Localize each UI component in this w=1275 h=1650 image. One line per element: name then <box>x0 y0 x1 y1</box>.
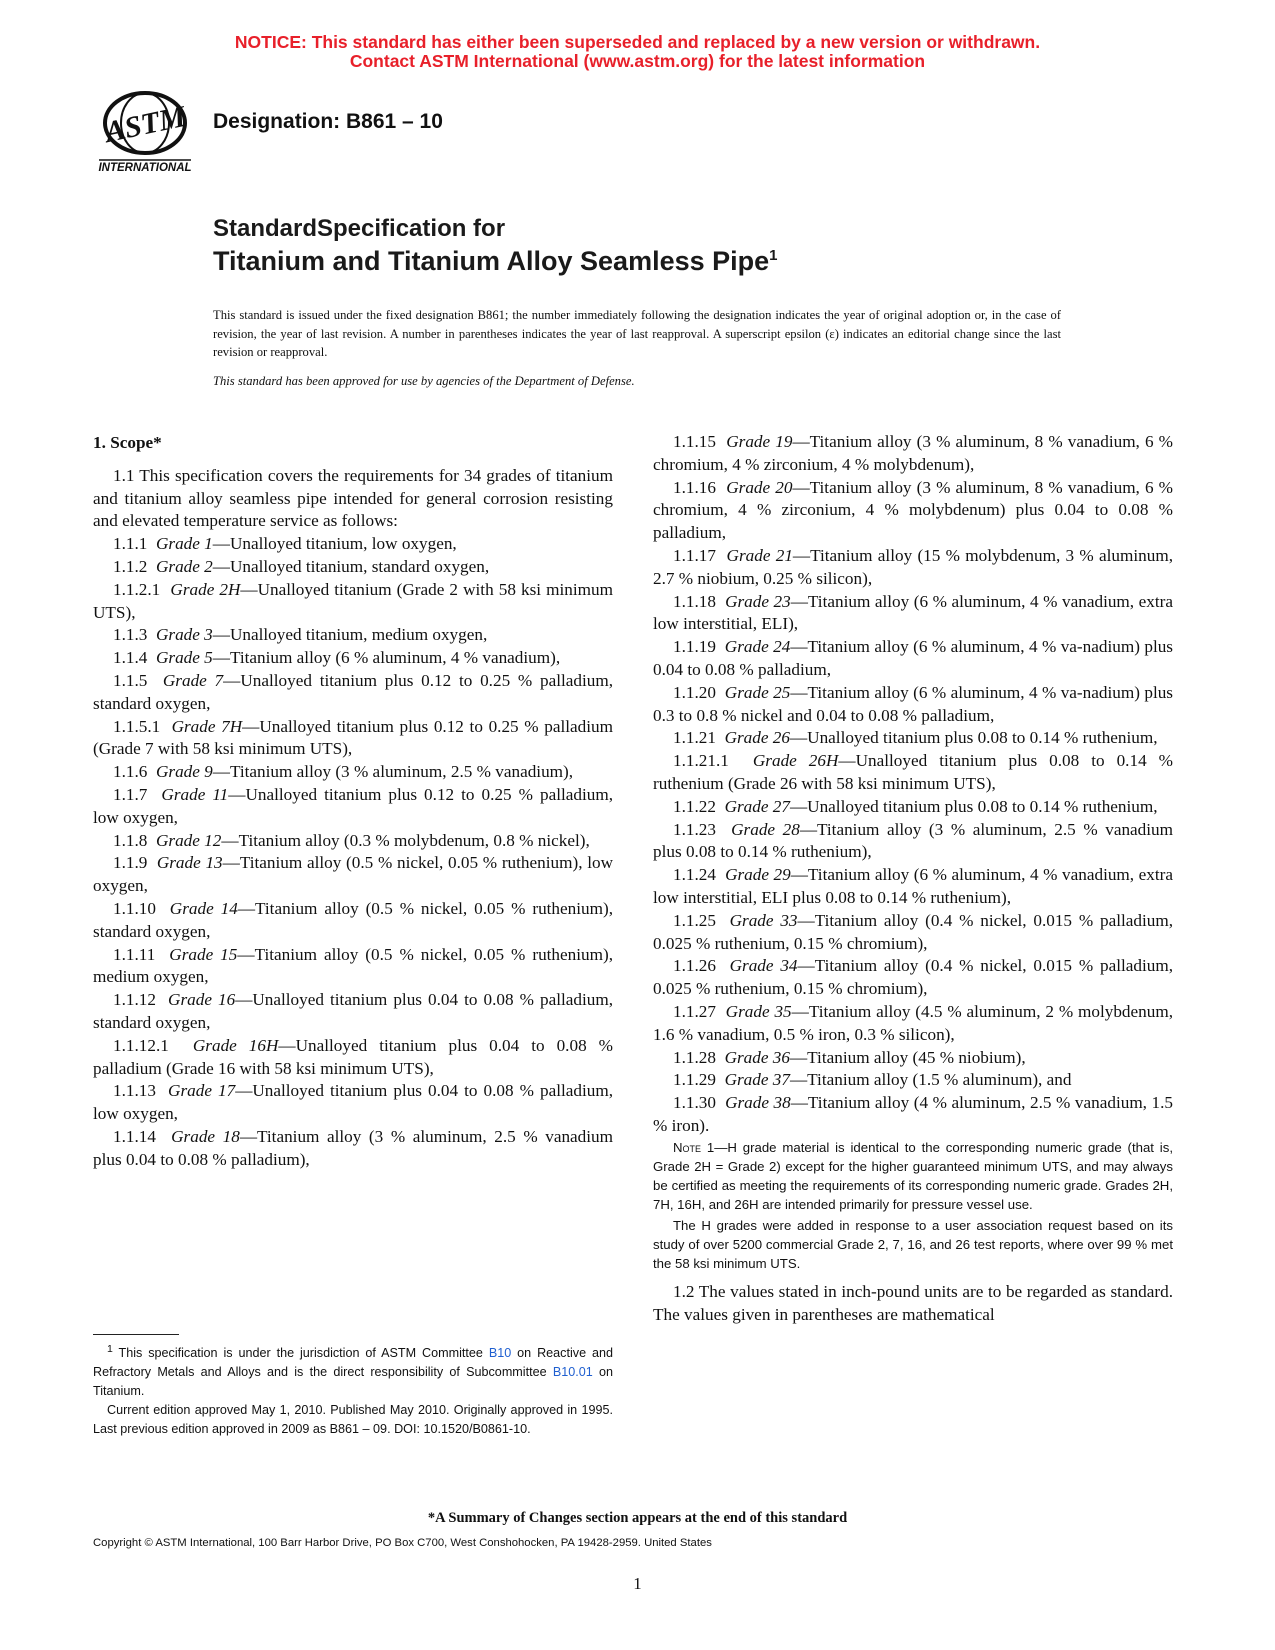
grade-item <box>653 1069 1173 1092</box>
footnote-text-a: This specification is under the jurisdiction of ASTM Committee <box>112 1346 489 1361</box>
grade-number: 1.1.29 <box>673 1070 716 1090</box>
footnote-text-b: on Reactive and Refractory Metals and Alloys and is the direct responsibility of Subcommittee <box>93 1346 614 1380</box>
grade-description: —Titanium alloy (6 % aluminum, 4 % vanadium, extra low interstitial, ELI), <box>653 591 1173 634</box>
grade-description: —Titanium alloy (3 % aluminum, 8 % vanadium, 6 % chromium, 4 % zirconium, 4 % molybdenum) plus 0.04 to 0.08 % palladium, <box>653 477 1174 543</box>
grade-description: —Titanium alloy (0.4 % nickel, 0.015 % palladium, 0.025 % ruthenium, 0.15 % chromium), <box>653 910 1173 953</box>
grade-name: Grade 16 <box>168 990 236 1010</box>
grade-name: Grade 28 <box>731 819 800 839</box>
grade-number: 1.1.2.1 <box>113 579 161 599</box>
grade-name: Grade 14 <box>169 898 238 918</box>
grade-name: Grade 38 <box>725 1093 791 1113</box>
grade-name: Grade 2H <box>170 579 241 599</box>
paragraph-1-1: 1.1 This specification covers the requirements for 34 grades of titanium and titanium alloy seamless pipe intended for general corrosion resisting and elevated temperature service as follows: <box>93 465 613 531</box>
grade-name: Grade 27 <box>724 796 790 816</box>
grade-name: Grade 7 <box>162 670 224 690</box>
grade-description: —Unalloyed titanium, medium oxygen, <box>212 625 488 645</box>
grade-item <box>93 670 613 716</box>
note-1-continued: The H grades were added in response to a user association request based on its study of over 5200 commercial Grade 2, 7, 16, and 26 test reports, where over 99 % met the 58 ksi minimum UTS. <box>653 1217 1173 1271</box>
grade-description: —Titanium alloy (6 % aluminum, 4 % va-nadium) plus 0.3 to 0.8 % nickel and 0.04 to 0.08 % palladium, <box>653 682 1173 725</box>
grade-description: —Titanium alloy (15 % molybdenum, 3 % aluminum, 2.7 % niobium, 0.25 % silicon), <box>653 545 1173 588</box>
grade-number: 1.1.28 <box>673 1047 716 1067</box>
grade-number: 1.1.11 <box>113 944 156 964</box>
grade-number: 1.1.14 <box>113 1126 156 1146</box>
copyright-line: Copyright © ASTM International, 100 Barr Harbor Drive, PO Box C700, West Conshohocken, PA 19428-2959. United States <box>93 1537 712 1549</box>
grade-item <box>653 682 1173 728</box>
grade-description: —Titanium alloy (6 % aluminum, 4 % vanadium), <box>212 648 561 668</box>
grade-name: Grade 25 <box>724 682 791 702</box>
grade-number: 1.1.15 <box>673 432 716 451</box>
grade-number: 1.1.12.1 <box>113 1035 169 1055</box>
grade-number: 1.1.12 <box>113 990 156 1010</box>
grade-item <box>653 477 1173 545</box>
grade-description: —Unalloyed titanium (Grade 2 with 58 ksi minimum UTS), <box>93 579 613 622</box>
document-title <box>213 214 778 278</box>
grade-description: —Titanium alloy (0.5 % nickel, 0.05 % ruthenium), medium oxygen, <box>93 944 614 987</box>
grade-description: —Titanium alloy (3 % aluminum, 2.5 % vanadium plus 0.04 to 0.08 % palladium), <box>93 1126 614 1169</box>
grade-item <box>93 761 613 784</box>
grade-description: —Titanium alloy (0.3 % molybdenum, 0.8 % nickel), <box>221 830 590 850</box>
grade-description: —Unalloyed titanium plus 0.04 to 0.08 % palladium, low oxygen, <box>93 1081 614 1124</box>
grade-description: —Titanium alloy (4 % aluminum, 2.5 % vanadium, 1.5 % iron). <box>653 1093 1174 1135</box>
grade-description: —Unalloyed titanium plus 0.12 to 0.25 % palladium (Grade 7 with 58 ksi minimum UTS), <box>93 716 614 759</box>
grade-number: 1.1.30 <box>673 1093 716 1113</box>
grade-item <box>653 1092 1173 1138</box>
paragraph-1-2: 1.2 The values stated in inch-pound units are to be regarded as standard. The values given in parentheses are mathematical <box>653 1281 1173 1324</box>
grade-name: Grade 35 <box>725 1001 792 1021</box>
grade-list-left <box>93 533 613 1171</box>
grade-item <box>653 955 1173 1001</box>
grade-name: Grade 19 <box>726 432 793 451</box>
grade-number: 1.1.19 <box>673 637 716 657</box>
grade-description: —Unalloyed titanium plus 0.12 to 0.25 % palladium, standard oxygen, <box>93 670 614 713</box>
grade-number: 1.1.4 <box>113 648 148 668</box>
subcommittee-link[interactable]: B10.01 <box>552 1365 593 1380</box>
grade-number: 1.1.1 <box>113 534 148 554</box>
footnote-jurisdiction <box>93 1340 613 1401</box>
grade-item <box>653 750 1173 796</box>
grade-item <box>93 1080 613 1126</box>
grade-item <box>653 431 1173 477</box>
grade-item <box>93 898 613 944</box>
grade-number: 1.1.20 <box>673 682 716 702</box>
title-text: Titanium and Titanium Alloy Seamless Pipe <box>213 246 770 276</box>
grade-description: —Titanium alloy (0.5 % nickel, 0.05 % ruthenium), standard oxygen, <box>93 898 614 941</box>
grade-description: —Titanium alloy (3 % aluminum, 2.5 % vanadium), <box>212 762 574 782</box>
notice-line-1: NOTICE: This standard has either been superseded and replaced by a new version or withdrawn. <box>234 32 1041 52</box>
grade-name: Grade 20 <box>726 477 793 497</box>
footnote <box>93 1340 613 1439</box>
grade-name: Grade 11 <box>161 784 229 804</box>
committee-link[interactable]: B10 <box>488 1346 512 1361</box>
title-line-1: StandardSpecification for <box>213 215 506 242</box>
grade-item <box>93 830 613 853</box>
grade-number: 1.1.8 <box>113 830 148 850</box>
grade-item <box>93 989 613 1035</box>
grade-description: —Titanium alloy (6 % aluminum, 4 % va-nadium) plus 0.04 to 0.08 % palladium, <box>653 637 1173 679</box>
left-column <box>93 432 613 1172</box>
grade-name: Grade 15 <box>169 944 238 964</box>
grade-item <box>93 647 613 670</box>
grade-name: Grade 7H <box>171 716 243 736</box>
grade-item <box>653 1001 1173 1047</box>
grade-name: Grade 18 <box>171 1126 240 1146</box>
grade-item <box>93 579 613 625</box>
grade-name: Grade 21 <box>726 545 793 565</box>
grade-item <box>653 591 1173 637</box>
footnote-mark: 1 <box>107 1343 113 1355</box>
title-line-2 <box>213 244 778 278</box>
grade-item <box>653 636 1173 682</box>
grade-name: Grade 5 <box>155 648 213 668</box>
grade-description: —Titanium alloy (0.4 % nickel, 0.015 % palladium, 0.025 % ruthenium, 0.15 % chromium), <box>653 956 1173 999</box>
grade-item <box>653 910 1173 956</box>
page-number: 1 <box>633 1574 642 1593</box>
grade-name: Grade 33 <box>729 910 798 930</box>
grade-description: —Titanium alloy (0.5 % nickel, 0.05 % ruthenium), low oxygen, <box>93 853 613 896</box>
note-1 <box>653 1138 1173 1214</box>
grade-description: —Titanium alloy (3 % aluminum, 8 % vanadium, 6 % chromium, 4 % zirconium, 4 % molybdenum), <box>653 432 1174 474</box>
grade-number: 1.1.21 <box>673 728 716 748</box>
section-heading: 1. Scope* <box>93 433 162 452</box>
grade-name: Grade 29 <box>725 865 791 885</box>
grade-number: 1.1.6 <box>113 762 148 782</box>
grade-description: —Unalloyed titanium plus 0.04 to 0.08 % palladium (Grade 16 with 58 ksi minimum UTS), <box>93 1035 613 1078</box>
grade-number: 1.1.24 <box>673 865 716 885</box>
grade-number: 1.1.27 <box>673 1001 716 1021</box>
grade-item <box>93 624 613 647</box>
grade-number: 1.1.10 <box>113 898 156 918</box>
grade-name: Grade 26 <box>724 728 790 748</box>
grade-name: Grade 16H <box>192 1035 279 1055</box>
grade-number: 1.1.25 <box>673 910 716 930</box>
title-footnote-mark: 1 <box>769 247 778 264</box>
grade-name: Grade 3 <box>155 625 213 645</box>
grade-number: 1.1.13 <box>113 1081 156 1101</box>
issuance-statement: This standard is issued under the fixed designation B861; the number immediately following the designation indicates the year of original adoption or, in the case of revision, the year of last revision. A number in parentheses indicates the year of last reapproval. A superscript epsilon (ε) indicates an editorial change since the last revision or reapproval. <box>213 308 1061 359</box>
grade-number: 1.1.9 <box>113 853 148 873</box>
grade-item <box>93 852 613 898</box>
grade-description: —Titanium alloy (4.5 % aluminum, 2 % molybdenum, 1.6 % vanadium, 0.5 % iron, 0.3 % silicon), <box>653 1001 1173 1044</box>
grade-number: 1.1.23 <box>673 819 716 839</box>
grade-description: —Titanium alloy (45 % niobium), <box>789 1047 1026 1067</box>
astm-international-logo <box>93 88 197 174</box>
grade-item <box>93 784 613 830</box>
grade-number: 1.1.26 <box>673 956 716 976</box>
grade-number: 1.1.18 <box>673 591 716 611</box>
grade-name: Grade 12 <box>155 830 222 850</box>
grade-item <box>93 533 613 556</box>
grade-number: 1.1.16 <box>673 477 716 497</box>
grade-description: —Titanium alloy (3 % aluminum, 2.5 % vanadium plus 0.08 to 0.14 % ruthenium), <box>653 819 1174 862</box>
dod-approval-statement: This standard has been approved for use by agencies of the Department of Defense. <box>213 374 635 388</box>
designation: Designation: B861 – 10 <box>213 110 443 133</box>
grade-name: Grade 37 <box>724 1070 790 1090</box>
withdrawal-notice <box>0 33 1275 71</box>
grade-number: 1.1.17 <box>673 545 716 565</box>
grade-item <box>93 944 613 990</box>
grade-number: 1.1.5 <box>113 670 148 690</box>
grade-description: —Unalloyed titanium plus 0.04 to 0.08 % palladium, standard oxygen, <box>93 990 614 1032</box>
grade-name: Grade 23 <box>725 591 791 611</box>
grade-item <box>653 1047 1173 1070</box>
grade-item <box>653 819 1173 865</box>
grade-number: 1.1.2 <box>113 556 148 576</box>
grade-description: —Unalloyed titanium plus 0.08 to 0.14 % ruthenium, <box>789 728 1158 748</box>
grade-description: —Unalloyed titanium plus 0.12 to 0.25 % palladium, low oxygen, <box>93 784 614 827</box>
grade-name: Grade 9 <box>155 762 213 782</box>
grade-name: Grade 17 <box>168 1081 236 1101</box>
grade-number: 1.1.21.1 <box>673 751 729 771</box>
grade-number: 1.1.22 <box>673 796 716 816</box>
grade-item <box>653 545 1173 591</box>
grade-name: Grade 2 <box>155 556 213 576</box>
notice-line-2: Contact ASTM International (www.astm.org) for the latest information <box>349 51 926 71</box>
note-text: —H grade material is identical to the corresponding numeric grade (that is, Grade 2H = Grade 2) except for the higher guaranteed minimum UTS, and may always be certified as meeting the requirements of its corresponding numeric grade. Grades 2H, 7H, 16H, and 26H are intended primarily for pressure vessel use. <box>653 1139 1173 1212</box>
grade-item <box>93 1126 613 1172</box>
grade-name: Grade 26H <box>752 751 839 771</box>
grade-item <box>653 796 1173 819</box>
grade-number: 1.1.7 <box>113 784 148 804</box>
grade-description: —Titanium alloy (1.5 % aluminum), and <box>789 1070 1072 1090</box>
grade-name: Grade 24 <box>724 637 791 657</box>
grade-name: Grade 13 <box>156 853 223 873</box>
grade-item <box>93 556 613 579</box>
logo-letters: ASTM <box>101 99 189 150</box>
grade-item <box>653 864 1173 910</box>
grade-number: 1.1.5.1 <box>113 716 161 736</box>
grade-item <box>653 727 1173 750</box>
right-column <box>653 431 1173 1326</box>
grade-description: —Unalloyed titanium plus 0.08 to 0.14 % ruthenium (Grade 26 with 58 ksi minimum UTS), <box>653 751 1173 793</box>
grade-number: 1.1.3 <box>113 625 148 645</box>
grade-description: —Titanium alloy (6 % aluminum, 4 % vanadium, extra low interstitial, ELI plus 0.08 to 0.14 % ruthenium), <box>653 865 1173 907</box>
footnote-text-c: on Titanium. <box>93 1365 614 1399</box>
grade-item <box>93 1035 613 1081</box>
grade-description: —Unalloyed titanium plus 0.08 to 0.14 % ruthenium, <box>789 796 1158 816</box>
summary-of-changes-notice: *A Summary of Changes section appears at the end of this standard <box>427 1510 848 1526</box>
note-label: Note 1 <box>673 1139 715 1155</box>
grade-name: Grade 1 <box>155 534 213 554</box>
footnote-edition: Current edition approved May 1, 2010. Published May 2010. Originally approved in 1995. Last previous edition approved in 2009 as B861 – 09. DOI: 10.1520/B0861-10. <box>93 1403 613 1437</box>
grade-item <box>93 716 613 762</box>
grade-list-right <box>653 431 1173 1138</box>
logo-international-text: INTERNATIONAL <box>98 162 192 174</box>
footnote-divider <box>93 1334 179 1335</box>
grade-name: Grade 36 <box>724 1047 790 1067</box>
grade-name: Grade 34 <box>729 956 798 976</box>
grade-description: —Unalloyed titanium, low oxygen, <box>212 534 457 554</box>
grade-description: —Unalloyed titanium, standard oxygen, <box>212 556 490 576</box>
